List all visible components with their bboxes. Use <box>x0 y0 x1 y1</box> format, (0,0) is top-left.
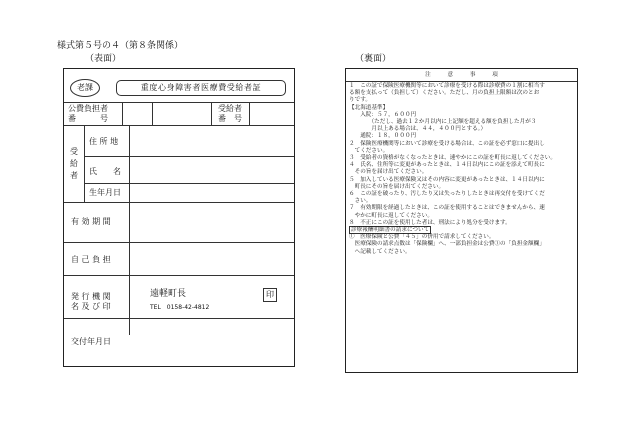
issuer-label-1: 発 行 機 関 <box>71 292 111 301</box>
recipient-label-2: 番 号 <box>218 114 242 123</box>
note-line: さい。 <box>349 198 372 205</box>
back-card <box>345 68 578 373</box>
issue-date-label: 交付年月日 <box>71 337 111 346</box>
card-title: 重度心身障害者医療費受給者証 <box>116 80 286 96</box>
note-line: ７ 有効期限を経過したときは、この証を使用することはできませんから、速 <box>349 205 545 212</box>
birth-label: 生年月日 <box>89 188 121 197</box>
issuer-name: 遠軽町長 <box>150 289 187 299</box>
billing-title: 診療報酬明細書の請求について <box>351 227 430 234</box>
note-line: ２ 保険医療機関等において診療を受ける場合は、この証を必ず窓口に提出し <box>349 140 545 147</box>
note-line: ６ この証を破ったり、汚したり又は失ったりしたときは再交付を受けてくだ <box>349 191 545 198</box>
note-line: 【北海道基準】 <box>349 104 389 111</box>
note-line: やかに町長に返してください。 <box>349 212 433 219</box>
note-line: 入院：５７，６００円 <box>349 111 417 118</box>
note-line: その旨を届け出てください。 <box>349 169 428 176</box>
department-badge: 老課 <box>70 79 100 97</box>
note-line: てください。 <box>349 147 389 154</box>
note-line: ５ 加入している医療保険又はその内容に変更があったときは、１４日以内に <box>349 176 545 183</box>
payer-label-1: 公費負担者 <box>68 104 108 113</box>
vertical-recipient-1: 受 <box>70 147 78 156</box>
address-label: 住 所 地 <box>89 137 119 146</box>
seal-mark: 印 <box>263 288 277 302</box>
note-line: 町長にその旨を届け出てください。 <box>349 183 445 190</box>
recipient-label-1: 受給者 <box>218 104 242 113</box>
note-line: ８ 不正にこの証を使用した者は、刑法により処分を受けます。 <box>349 219 511 226</box>
billing-line: ① 医療保険と公費「４５」の併用で請求してください。 <box>349 234 495 241</box>
note-line: ４ 氏名、住所等に変更があったときは、１４日以内にこの証を添えて町長に <box>349 162 545 169</box>
validity-label: 有 効 期 間 <box>71 217 111 226</box>
note-line: りです。 <box>349 97 371 104</box>
issuer-tel: TEL 0158-42-4812 <box>150 304 210 311</box>
billing-line: へ記載してください。 <box>349 248 411 255</box>
vertical-recipient-2: 給 <box>70 159 78 168</box>
copay-label: 自 己 負 担 <box>71 255 111 264</box>
note-line: る額を支払って（負担して）ください。ただし、月の負担上限額は次のとお <box>349 90 540 97</box>
note-line: ３ 受給者の資格がなくなったときは、速やかにこの証を町長に返してください。 <box>349 155 556 162</box>
front-card <box>63 68 295 367</box>
issuer-label-2: 名 及 び 印 <box>71 302 111 311</box>
back-side-label: （裏面） <box>355 54 392 64</box>
front-side-label: （表面） <box>85 54 122 64</box>
notes-list <box>349 83 556 256</box>
note-line: １ この証で保険医療機関等において診療を受ける際は診療費の１割に相当す <box>349 83 545 89</box>
billing-line: 医療保険の請求点数は「保険欄」へ、一部負担金は公費①の「負担金額欄」 <box>349 241 545 248</box>
name-label: 氏 名 <box>89 167 121 176</box>
payer-label-2: 番 号 <box>68 114 108 123</box>
form-number: 様式第５号の４（第８条関係） <box>57 41 184 51</box>
number-row-divider <box>64 102 294 103</box>
note-line: 月以上ある場合は、４４，４００円とする。） <box>349 126 487 133</box>
note-line: 通院：１８，０００円 <box>349 133 417 140</box>
notes-heading: 注 意 事 項 <box>425 72 498 78</box>
vertical-recipient-3: 者 <box>70 171 78 180</box>
note-line: （ただし、過去１２か月以内に上記額を超える額を負担した月が３ <box>349 119 537 126</box>
